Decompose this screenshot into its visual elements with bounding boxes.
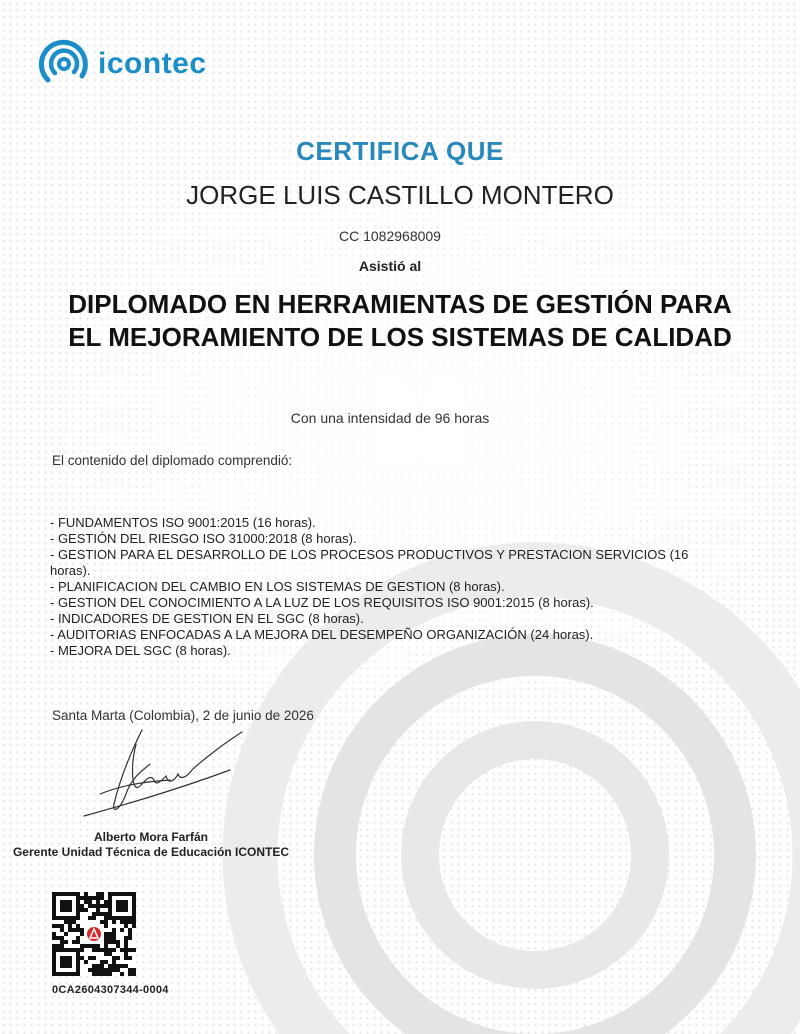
certificate-heading: CERTIFICA QUE (296, 136, 504, 166)
list-item: - MEJORA DEL SGC (8 horas). (50, 643, 231, 658)
program-title-line2: EL MEJORAMIENTO DE LOS SISTEMAS DE CALIDAD (68, 322, 732, 352)
place-date: Santa Marta (Colombia), 2 de junio de 2026 (52, 708, 314, 723)
program-title (0, 288, 800, 354)
intensity-text: Con una intensidad de 96 horas (290, 410, 490, 426)
signature-icon (80, 724, 250, 824)
certificate-code: 0CA2604307344-0004 (52, 984, 169, 996)
list-item: - GESTIÓN DEL RIESGO ISO 31000:2018 (8 horas). (50, 531, 357, 546)
content-intro: El contenido del diplomado comprendió: (52, 453, 293, 468)
module-list (50, 515, 730, 659)
recipient-id: CC 1082968009 (339, 228, 441, 244)
brand-name: icontec (98, 47, 207, 80)
program-title-line1: DIPLOMADO EN HERRAMIENTAS DE GESTIÓN PARA (68, 289, 732, 319)
list-item: - INDICADORES DE GESTION EN EL SGC (8 horas). (50, 611, 364, 626)
recipient-name: JORGE LUIS CASTILLO MONTERO (186, 180, 614, 210)
signer-title: Gerente Unidad Técnica de Educación ICONTEC (12, 845, 290, 859)
icontec-logo (36, 34, 207, 94)
list-item: - AUDITORIAS ENFOCADAS A LA MEJORA DEL DESEMPEÑO ORGANIZACIÓN (24 horas). (50, 627, 594, 642)
signer-block (0, 830, 302, 860)
qr-code-icon[interactable] (52, 892, 136, 976)
list-item: - FUNDAMENTOS ISO 9001:2015 (16 horas). (50, 515, 316, 530)
list-item: - GESTION DEL CONOCIMIENTO A LA LUZ DE LOS REQUISITOS ISO 9001:2015 (8 horas). (50, 595, 594, 610)
signer-name: Alberto Mora Farfán (93, 830, 208, 844)
list-item: - PLANIFICACION DEL CAMBIO EN LOS SISTEMAS DE GESTION (8 horas). (50, 579, 505, 594)
attended-label: Asistió al (358, 258, 422, 274)
list-item: - GESTION PARA EL DESARROLLO DE LOS PROCESOS PRODUCTIVOS Y PRESTACION SERVICIOS (16 horas). (50, 547, 689, 578)
icontec-logo-icon (36, 36, 92, 92)
